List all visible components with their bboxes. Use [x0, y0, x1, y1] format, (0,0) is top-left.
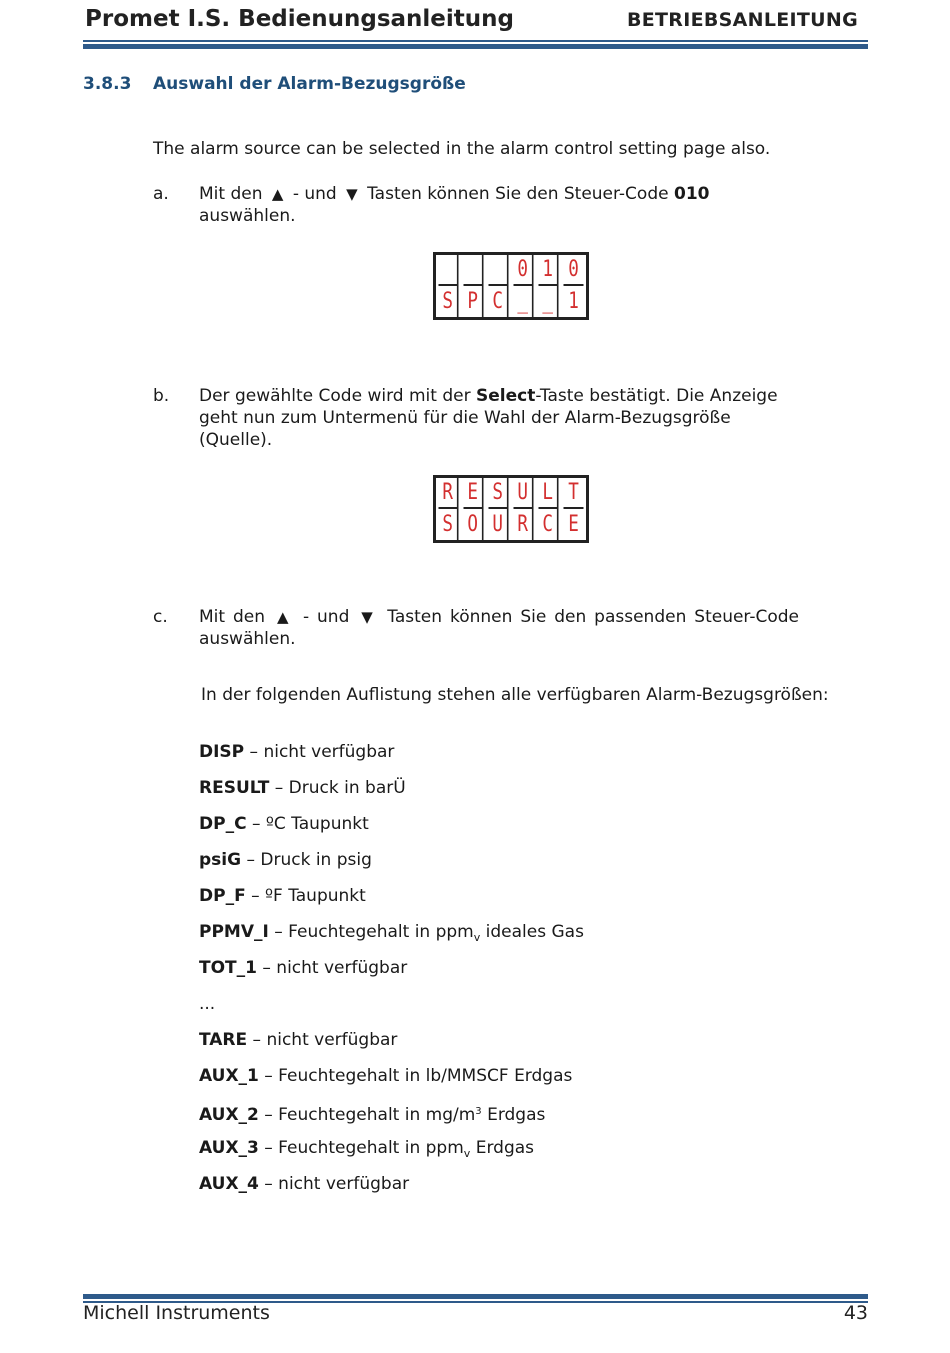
source-description: – nicht verfügbar — [258, 1174, 410, 1194]
list-item — [199, 740, 584, 776]
step-a-text — [199, 183, 799, 227]
source-description: – Feuchtegehalt in mg/m — [258, 1105, 476, 1125]
step-a-post: Tasten können Sie den Steuer-Code — [367, 184, 669, 204]
lcd-cell: 0 — [564, 255, 584, 286]
lcd-cell: O — [464, 509, 484, 540]
lcd-cell: 1 — [568, 289, 579, 314]
lcd-cell: 0 — [514, 255, 534, 286]
step-c-text — [199, 606, 799, 650]
source-code: TOT_1 — [199, 958, 257, 978]
list-item: AUX_2 – Feuchtegehalt in $mg/m^3$ Erdgas — [199, 1105, 546, 1125]
step-b-marker: b. — [153, 386, 170, 406]
step-a-pre: Mit den — [199, 184, 263, 204]
source-code: DISP — [199, 742, 245, 762]
step-c-marker: c. — [153, 607, 168, 627]
list-item: PPMV_I – Feuchtegehalt in ppm$_v$ ideales Gas — [199, 922, 584, 944]
list-item — [199, 848, 584, 884]
lcd-cell: S — [439, 509, 459, 540]
step-a-mid: - und — [292, 184, 337, 204]
lcd-cell: C — [489, 286, 509, 317]
step-b-post: -Taste bestätigt. Die Anzeige geht nun zum Untermenü für die Wahl der Alarm-Bezugsgröße (Quelle). — [199, 386, 778, 450]
list-item — [199, 956, 584, 992]
list-item: AUX_3 – Feuchtegehalt in ppm$_v$ Erdgas — [199, 1138, 535, 1160]
source-description: – Druck in barÜ — [269, 778, 406, 798]
step-c-post: Tasten können Sie den passenden Steuer-Code auswählen. — [199, 607, 799, 649]
source-description: – Feuchtegehalt in ppm — [258, 1138, 464, 1158]
header-rule-thin — [83, 40, 868, 42]
source-code: RESULT — [199, 778, 270, 798]
lcd-cell — [439, 255, 459, 286]
list-item — [199, 884, 584, 920]
lcd-cell: T — [564, 478, 584, 509]
lcd-cell: U — [489, 509, 509, 540]
source-description: – nicht verfügbar — [244, 742, 395, 762]
source-code: DP_C — [199, 814, 247, 834]
section-number: 3.8.3 — [83, 74, 132, 94]
lcd-cell: _ — [539, 286, 559, 317]
list-item — [199, 992, 584, 1028]
source-code: DP_F — [199, 886, 246, 906]
source-description: – ºC Taupunkt — [246, 814, 369, 834]
alarm-source-list — [199, 740, 584, 1208]
step-b-pre: Der gewählte Code wird mit der — [199, 386, 471, 406]
list-item — [199, 812, 584, 848]
lcd-cell: E — [568, 512, 579, 537]
source-description: ... — [199, 994, 216, 1014]
header-rule-thick — [83, 44, 868, 49]
down-arrow-icon: ▼ — [346, 185, 358, 203]
up-arrow-icon: ▲ — [276, 608, 292, 626]
lcd-cell — [489, 255, 509, 286]
page-number: 43 — [843, 1302, 868, 1324]
lcd-display-result-source — [433, 475, 589, 543]
step-a-marker: a. — [153, 184, 169, 204]
lcd-cell: E — [464, 478, 484, 509]
step-c-pre: Mit den — [199, 607, 266, 627]
source-description: – ºF Taupunkt — [245, 886, 366, 906]
source-code: TARE — [199, 1030, 248, 1050]
list-item — [199, 1064, 584, 1100]
step-b-text — [199, 385, 799, 451]
lcd-cell — [464, 255, 484, 286]
list-item — [199, 776, 584, 812]
footer-rule-thick — [83, 1294, 868, 1299]
source-code: AUX_2 — [199, 1105, 259, 1125]
source-code: AUX_4 — [199, 1174, 259, 1194]
step-b-select-key: Select — [475, 386, 536, 406]
source-description: – nicht verfügbar — [247, 1030, 398, 1050]
source-description: – Feuchtegehalt in ppm — [268, 922, 474, 942]
lcd-cell: 1 — [539, 255, 559, 286]
lcd-cell: R — [514, 509, 534, 540]
source-description: – Feuchtegehalt in lb/MMSCF Erdgas — [258, 1066, 573, 1086]
intro-text: The alarm source can be selected in the alarm control setting page also. — [153, 139, 771, 159]
step-a-code: 010 — [673, 184, 710, 204]
list-intro: In der folgenden Auflistung stehen alle verfügbaren Alarm-Bezugsgrößen: — [201, 685, 829, 705]
lcd-cell: P — [464, 286, 484, 317]
lcd-cell: C — [539, 509, 559, 540]
lcd-cell: U — [514, 478, 534, 509]
header-title: Promet I.S. Bedienungsanleitung — [85, 6, 514, 32]
list-item — [199, 1028, 584, 1064]
down-arrow-icon: ▼ — [361, 608, 376, 626]
source-description: – nicht verfügbar — [256, 958, 408, 978]
header-section-label: BETRIEBSANLEITUNG — [626, 9, 858, 31]
lcd-cell: S — [489, 478, 509, 509]
lcd-cell: _ — [514, 286, 534, 317]
step-c-mid: - und — [302, 607, 350, 627]
source-code: psiG — [199, 850, 242, 870]
source-code: PPMV_I — [199, 922, 269, 942]
lcd-display-control-code — [433, 252, 589, 320]
up-arrow-icon: ▲ — [271, 185, 284, 203]
step-a-end: auswählen. — [199, 206, 296, 226]
section-title: Auswahl der Alarm-Bezugsgröße — [153, 74, 466, 94]
lcd-cell: R — [439, 478, 459, 509]
list-item — [199, 1172, 584, 1208]
source-code: AUX_3 — [199, 1138, 259, 1158]
lcd-cell: L — [539, 478, 559, 509]
lcd-cell: S — [439, 286, 459, 317]
source-code: AUX_1 — [199, 1066, 259, 1086]
footer-company: Michell Instruments — [83, 1302, 270, 1324]
source-description: – Druck in psig — [241, 850, 372, 870]
